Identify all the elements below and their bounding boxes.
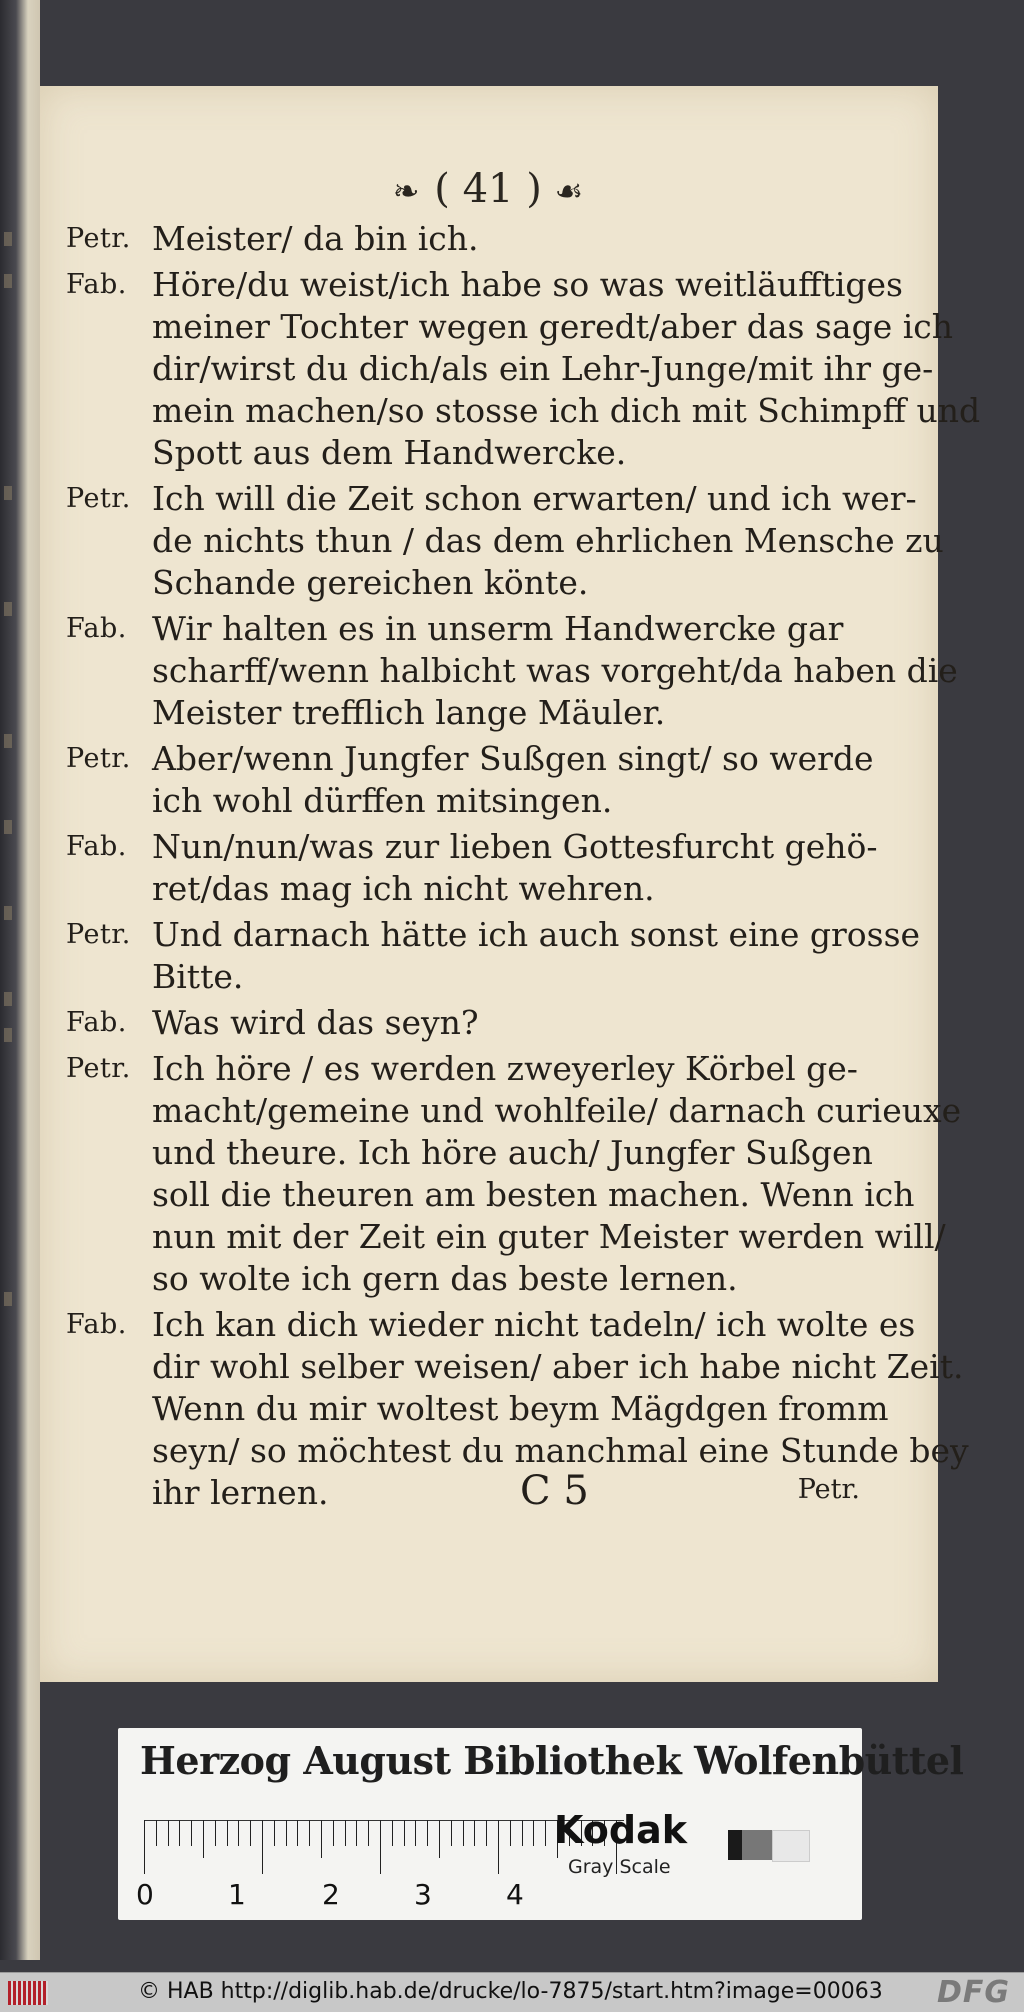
ruler-number: 1: [228, 1878, 246, 1911]
ruler-tick: [463, 1820, 464, 1846]
ruler-tick: [144, 1820, 145, 1874]
ruler-tick: [309, 1820, 310, 1846]
page-number: ( 41 ): [434, 166, 542, 212]
ruler-tick: [333, 1820, 334, 1846]
signature-mark: C 5: [520, 1468, 589, 1514]
text-line: Bitte.: [152, 957, 244, 996]
text-line: meiner Tochter wegen geredt/aber das sage ich: [152, 307, 954, 346]
ruler-tick: [451, 1820, 452, 1846]
ruler-tick: [533, 1820, 534, 1846]
text-line: dir/wirst du dich/als ein Lehr-Junge/mit ihr ge-: [152, 349, 934, 388]
text-line: Ich kan dich wieder nicht tadeln/ ich wolte es: [152, 1305, 916, 1344]
text-line: Wir halten es in unserm Handwercke gar: [152, 609, 844, 648]
text-line: und theure. Ich höre auch/ Jungfer Sußgen: [152, 1133, 873, 1172]
text-line: Ich höre / es werden zweyerley Körbel ge-: [152, 1049, 858, 1088]
library-name: Herzog August Bibliothek Wolfenbüttel: [140, 1738, 964, 1783]
ruler-tick: [404, 1820, 405, 1846]
text-line: Aber/wenn Jungfer Sußgen singt/ so werde: [152, 739, 874, 778]
ruler-tick: [439, 1820, 440, 1858]
ruler-tick: [486, 1820, 487, 1846]
text-line: Und darnach hätte ich auch sonst eine grosse: [152, 915, 921, 954]
ruler-number: 0: [136, 1878, 154, 1911]
edge-mark: [4, 734, 12, 748]
ruler-tick: [356, 1820, 357, 1846]
text-line: scharff/wenn halbicht was vorgeht/da haben die: [152, 651, 958, 690]
ruler-tick: [156, 1820, 157, 1846]
ruler-tick: [179, 1820, 180, 1846]
text-line: nun mit der Zeit ein guter Meister werden will/: [152, 1217, 946, 1256]
ornament-right-icon: ☙: [554, 172, 586, 210]
text-line: Meister/ da bin ich.: [152, 219, 479, 258]
ruler-number: 4: [506, 1878, 524, 1911]
edge-mark: [4, 602, 12, 616]
ruler-tick: [286, 1820, 287, 1846]
text-line: Wenn du mir woltest beym Mägdgen fromm: [152, 1389, 889, 1428]
edge-mark: [4, 906, 12, 920]
speech-block: [66, 1002, 866, 1044]
ruler-tick: [262, 1820, 263, 1874]
ruler-tick: [380, 1820, 381, 1874]
text-line: dir wohl selber weisen/ aber ich habe nicht Zeit.: [152, 1347, 964, 1386]
edge-mark: [4, 1292, 12, 1306]
text-line: Nun/nun/was zur lieben Gottesfurcht gehö-: [152, 827, 878, 866]
speech-block: [66, 826, 878, 910]
text-line: Spott aus dem Handwercke.: [152, 433, 627, 472]
text-line: seyn/ so möchtest du manchmal eine Stunde bey: [152, 1431, 969, 1470]
speech-block: [66, 608, 958, 734]
ruler-tick: [215, 1820, 216, 1846]
speaker-name: Fab.: [66, 269, 127, 300]
book-page: [40, 86, 981, 1682]
ornament-left-icon: ❧: [392, 172, 422, 210]
text-line: Was wird das seyn?: [152, 1003, 479, 1042]
ruler-tick: [297, 1820, 298, 1846]
speech-block: [66, 1304, 969, 1514]
ruler-tick: [498, 1820, 499, 1874]
speech-block: [66, 1048, 962, 1300]
ruler-tick: [368, 1820, 369, 1846]
ruler-tick: [203, 1820, 204, 1858]
text-line: soll die theuren am besten machen. Wenn ich: [152, 1175, 915, 1214]
speaker-name: Petr.: [66, 743, 131, 774]
text-line: so wolte ich gern das beste lernen.: [152, 1259, 738, 1298]
edge-mark: [4, 274, 12, 288]
footer-bar: [0, 1972, 1024, 2012]
speaker-name: Fab.: [66, 1309, 127, 1340]
ruler-tick: [238, 1820, 239, 1846]
text-line: Ich will die Zeit schon erwarten/ und ich wer-: [152, 479, 917, 518]
text-line: ich wohl dürffen mitsingen.: [152, 781, 613, 820]
ruler-tick: [191, 1820, 192, 1846]
ruler-tick: [345, 1820, 346, 1846]
edge-mark: [4, 1028, 12, 1042]
edge-mark: [4, 232, 12, 246]
gray-swatch-light: [772, 1830, 810, 1862]
text-line: de nichts thun / das dem ehrlichen Mensche zu: [152, 521, 944, 560]
gray-scale-label: Gray Scale: [568, 1856, 671, 1878]
ruler-tick: [427, 1820, 428, 1846]
speaker-name: Petr.: [66, 483, 131, 514]
ruler-tick: [545, 1820, 546, 1846]
edge-mark: [4, 820, 12, 834]
color-target: [118, 1728, 964, 1920]
edge-mark: [4, 992, 12, 1006]
text-line: ret/das mag ich nicht wehren.: [152, 869, 655, 908]
speech-block: [66, 264, 981, 474]
ruler-tick: [227, 1820, 228, 1846]
speaker-name: Fab.: [66, 1007, 127, 1038]
ruler-tick: [250, 1820, 251, 1846]
edge-mark: [4, 486, 12, 500]
ruler-tick: [274, 1820, 275, 1846]
speaker-name: Petr.: [66, 919, 131, 950]
speaker-name: Petr.: [66, 1053, 131, 1084]
speech-block: [66, 914, 921, 998]
hab-logo-icon: [8, 1981, 48, 2005]
speech-block: [66, 218, 866, 260]
text-line: Höre/du weist/ich habe so was weitläufftiges: [152, 265, 903, 304]
speaker-name: Fab.: [66, 831, 127, 862]
gray-swatch-mid: [742, 1830, 772, 1860]
ruler-tick: [522, 1820, 523, 1846]
text-line: Schande gereichen könte.: [152, 563, 589, 602]
kodak-logo: Kodak: [554, 1808, 687, 1852]
speech-block: [66, 478, 944, 604]
speaker-name: Petr.: [66, 223, 131, 254]
ruler-tick: [415, 1820, 416, 1846]
ruler-tick: [392, 1820, 393, 1846]
ruler-number: 3: [414, 1878, 432, 1911]
text-line: mein machen/so stosse ich dich mit Schimpff und: [152, 391, 981, 430]
dialogue-text: [66, 218, 981, 1518]
ruler-tick: [168, 1820, 169, 1846]
ruler-tick: [321, 1820, 322, 1858]
dfg-logo: DFG: [936, 1975, 1010, 2010]
ruler-tick: [474, 1820, 475, 1846]
gray-swatch-dark: [728, 1830, 742, 1860]
text-line: Meister trefflich lange Mäuler.: [152, 693, 666, 732]
facing-page-edge: [0, 0, 20, 1400]
catchword: Petr.: [797, 1474, 860, 1505]
speech-block: [66, 738, 874, 822]
footer-url[interactable]: © HAB http://diglib.hab.de/drucke/lo-7875/start.htm?image=00063: [138, 1979, 883, 2004]
text-line: macht/gemeine und wohlfeile/ darnach curieuxe: [152, 1091, 962, 1130]
running-head: [40, 166, 938, 212]
text-line: ihr lernen.: [152, 1473, 329, 1512]
ruler-tick: [510, 1820, 511, 1846]
ruler-number: 2: [322, 1878, 340, 1911]
speaker-name: Fab.: [66, 613, 127, 644]
